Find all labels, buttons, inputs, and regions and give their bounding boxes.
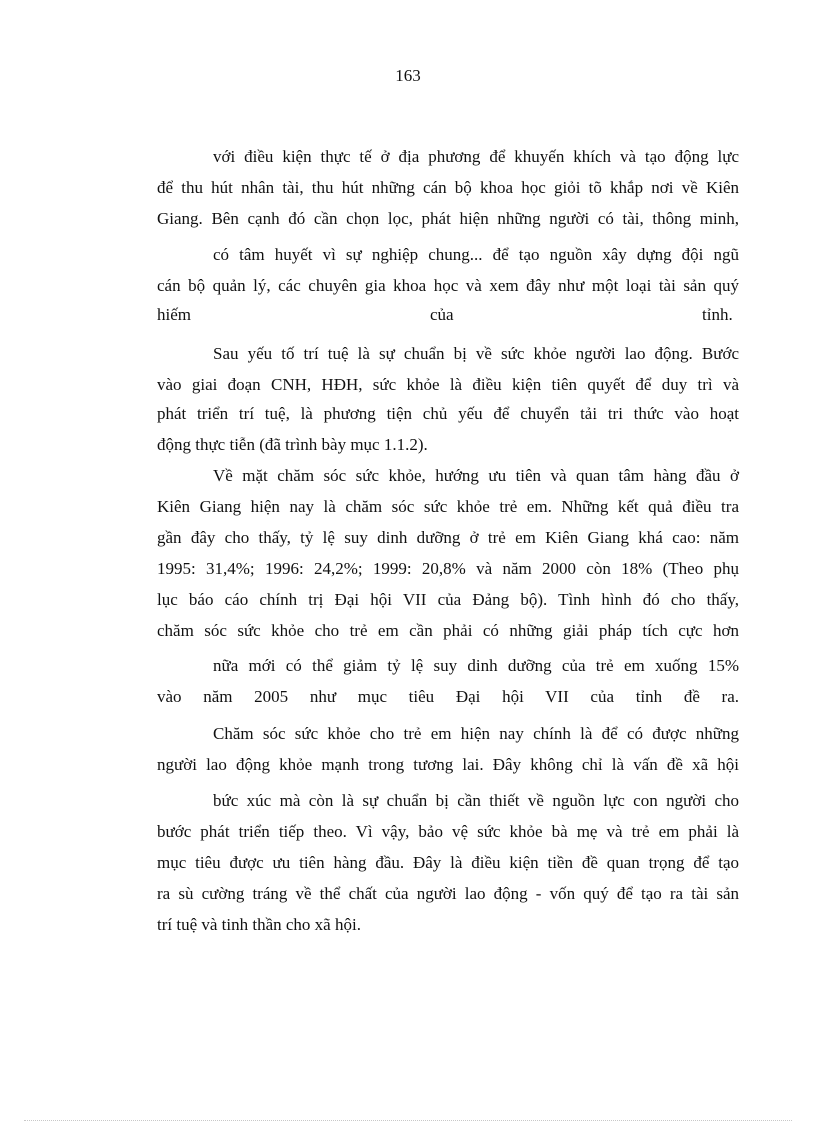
text-line: Giang. Bên cạnh đó cần chọn lọc, phát hiện những người có tài, thông minh, bbox=[157, 209, 739, 228]
text-line: lục báo cáo chính trị Đại hội VII của Đảng bộ). Tình hình đó cho thấy, bbox=[157, 590, 739, 609]
text-line: 1995: 31,4%; 1996: 24,2%; 1999: 20,8% và năm 2000 còn 18% (Theo phụ bbox=[157, 559, 739, 578]
text-line: động thực tiễn (đã trình bày mục 1.1.2). bbox=[157, 435, 428, 454]
text-line: với điều kiện thực tế ở địa phương để khuyến khích và tạo động lực bbox=[213, 147, 739, 166]
page-bottom-divider bbox=[24, 1120, 792, 1121]
text-line: phát triển trí tuệ, là phương tiện chủ yếu để chuyển tải tri thức vào hoạt bbox=[157, 404, 739, 423]
text-line: vào năm 2005 như mục tiêu Đại hội VII của tỉnh đề ra. bbox=[157, 687, 739, 706]
text-line: của bbox=[430, 305, 454, 324]
text-line: mục tiêu được ưu tiên hàng đầu. Đây là điều kiện tiền đề quan trọng để tạo bbox=[157, 853, 739, 872]
text-line: người lao động khỏe mạnh trong tương lai. Đây không chỉ là vấn đề xã hội bbox=[157, 755, 739, 774]
text-line: nữa mới có thể giảm tỷ lệ suy dinh dưỡng của trẻ em xuống 15% bbox=[213, 656, 739, 675]
text-line: hiếm bbox=[157, 305, 191, 324]
text-line: Sau yếu tố trí tuệ là sự chuẩn bị về sức khỏe người lao động. Bước bbox=[213, 344, 739, 363]
text-line: vào giai đoạn CNH, HĐH, sức khỏe là điều kiện tiên quyết để duy trì và bbox=[157, 375, 739, 394]
text-line: cán bộ quản lý, các chuyên gia khoa học và xem đây như một loại tài sản quý bbox=[157, 276, 739, 295]
text-line: ra sù cường tráng về thể chất của người lao động - vốn quý để tạo ra tài sản bbox=[157, 884, 739, 903]
text-line: trí tuệ và tinh thần cho xã hội. bbox=[157, 915, 361, 934]
text-line: gần đây cho thấy, tỷ lệ suy dinh dưỡng ở trẻ em Kiên Giang khá cao: năm bbox=[157, 528, 739, 547]
text-line: có tâm huyết vì sự nghiệp chung... để tạo nguồn xây dựng đội ngũ bbox=[213, 245, 739, 264]
text-line: tỉnh. bbox=[702, 305, 733, 324]
text-line: chăm sóc sức khỏe cho trẻ em cần phải có những giải pháp tích cực hơn bbox=[157, 621, 739, 640]
text-line: để thu hút nhân tài, thu hút những cán bộ khoa học giỏi tõ khắp nơi về Kiên bbox=[157, 178, 739, 197]
text-line: Chăm sóc sức khỏe cho trẻ em hiện nay chính là để có được những bbox=[213, 724, 739, 743]
text-line: Về mặt chăm sóc sức khỏe, hướng ưu tiên và quan tâm hàng đầu ở bbox=[213, 466, 739, 485]
text-line: Kiên Giang hiện nay là chăm sóc sức khỏe trẻ em. Những kết quả điều tra bbox=[157, 497, 739, 516]
text-line: bước phát triển tiếp theo. Vì vậy, bảo vệ sức khỏe bà mẹ và trẻ em phải là bbox=[157, 822, 739, 841]
text-line: bức xúc mà còn là sự chuẩn bị cần thiết về nguồn lực con người cho bbox=[213, 791, 739, 810]
page-number: 163 bbox=[395, 66, 421, 85]
